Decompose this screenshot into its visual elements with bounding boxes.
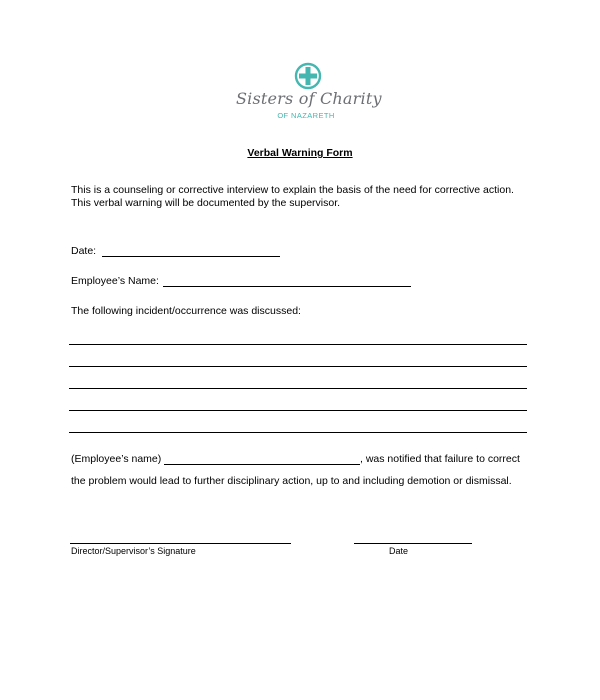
intro-paragraph: [71, 184, 514, 210]
employee-name-field-line[interactable]: [163, 286, 411, 287]
logo-script-text: Sisters of Charity: [236, 89, 382, 108]
date-label: Date:: [71, 245, 97, 257]
incident-line[interactable]: [69, 344, 527, 345]
notified-prefix: (Employee’s name): [71, 453, 162, 465]
incident-label: The following incident/occurrence was discussed:: [71, 305, 301, 317]
signature-date-line[interactable]: [354, 543, 472, 544]
intro-line-1: This is a counseling or corrective interview to explain the basis of the need for corrective action.: [71, 184, 514, 196]
notified-line-2: the problem would lead to further disciplinary action, up to and including demotion or dismissal.: [71, 475, 512, 487]
intro-line-2: This verbal warning will be documented by the supervisor.: [71, 197, 341, 209]
signature-label: Director/Supervisor’s Signature: [71, 546, 196, 556]
form-title: Verbal Warning Form: [247, 147, 353, 159]
date-field-line[interactable]: [102, 256, 280, 257]
cross-circle-icon: [294, 62, 322, 90]
employee-name-label: Employee’s Name:: [71, 275, 159, 287]
incident-line[interactable]: [69, 388, 527, 389]
organization-logo: [236, 62, 382, 122]
incident-line[interactable]: [69, 432, 527, 433]
logo-subtitle: OF NAZARETH: [277, 111, 335, 120]
employee-name-blank-line[interactable]: [164, 464, 360, 465]
incident-line[interactable]: [69, 410, 527, 411]
signature-date-label: Date: [389, 546, 409, 556]
incident-line[interactable]: [69, 366, 527, 367]
notified-suffix: , was notified that failure to correct: [360, 453, 520, 465]
signature-line[interactable]: [70, 543, 291, 544]
